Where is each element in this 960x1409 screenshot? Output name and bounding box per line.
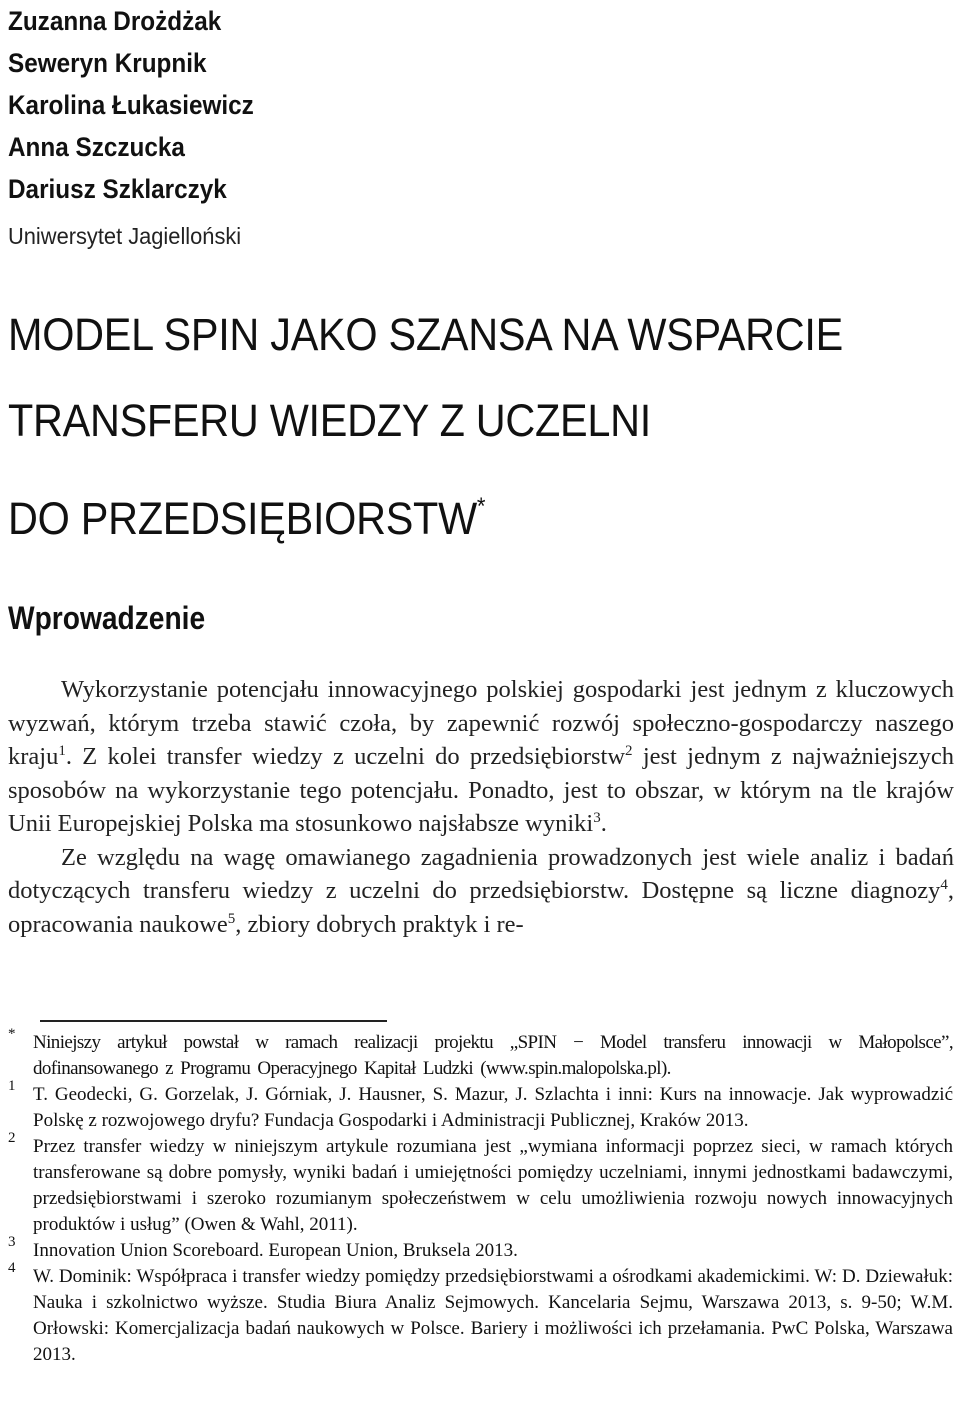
affiliation: Uniwersytet Jagielloński [8, 223, 242, 249]
paragraph-text: jest jednym z najważniejszych sposobów na wykorzystanie tego potencjału. Ponadto, jest to obszar, w którym na tle krajów Unii Europejskiej Polska ma stosunkowo najsłabsze wyniki [8, 743, 954, 837]
paragraph-text: , zbiory dobrych praktyk i re- [235, 910, 524, 938]
footnote-ref: 1 [58, 743, 66, 759]
footnote-text: T. Geodecki, G. Gorzelak, J. Górniak, J. Hausner, S. Mazur, J. Szlachta i inni: Kurs na innowacje. Jak wyprowadzić Polskę z rozwojowego dryfu? Fundacja Gospodarki i Administracji Publicznej, Kraków 2013. [33, 1084, 953, 1131]
footnote [0, 1234, 960, 1264]
title-line [8, 464, 843, 550]
paragraph-text: . Z kolei transfer wiedzy z uczelni do przedsiębiorstw [65, 743, 626, 770]
footnote-mark: 3 [8, 1234, 16, 1250]
footnote-separator [40, 1020, 387, 1022]
footnote-text: Niniejszy artykuł powstał w ramach realizacji projektu „SPIN − Model transferu innowacji w Małopolsce”, dofinansowanego z Programu Operacyjnego Kapitał Ludzki (www.spin.malopolska.pl). [33, 1032, 953, 1079]
paragraph [8, 673, 954, 841]
paper-title [8, 292, 916, 550]
paragraph-text: , opracowania naukowe [8, 877, 954, 938]
footnote-text: Innovation Union Scoreboard. European Union, Bruksela 2013. [33, 1240, 518, 1261]
footnote [0, 1078, 960, 1134]
title-line: MODEL SPIN JAKO SZANSA NA WSPARCIE [8, 309, 843, 360]
paragraph-text: Ze względu na wagę omawianego zagadnienia prowadzonych jest wiele analiz i badań dotyczących transferu wiedzy z uczelni do przedsiębiorstw. Dostępne są liczne diagnozy [8, 843, 954, 904]
footnote [0, 1026, 960, 1082]
paragraph-text: . [600, 810, 607, 837]
footnote-ref: 2 [625, 743, 633, 759]
author-name: Karolina Łukasiewicz [8, 90, 254, 120]
footnote-text: W. Dominik: Współpraca i transfer wiedzy pomiędzy przedsiębiorstwami a ośrodkami akademickimi. W: D. Dziewałuk: Nauka i szkolnictwo wyższe. Studia Biura Analiz Sejmowych. Kancelaria Sejmu, Warszawa 2013, s. 9-50; W.M. Orłowski: Komercjalizacja badań naukowych w Polsce. Bariery i możliwości ich przełamania. PwC Polska, Warszawa 2013. [33, 1266, 953, 1365]
footnote-ref: 4 [940, 877, 948, 893]
author-name: Dariusz Szklarczyk [8, 174, 227, 204]
author-name: Zuzanna Drożdżak [8, 6, 222, 36]
footnote-mark: * [8, 1026, 16, 1042]
section-heading: Wprowadzenie [8, 600, 206, 636]
footnote-mark: 4 [8, 1260, 16, 1276]
title-line: TRANSFERU WIEDZY Z UCZELNI [8, 395, 652, 446]
footnote-mark: 1 [8, 1078, 16, 1094]
footnote [0, 1260, 960, 1368]
author-list [8, 0, 281, 210]
paragraph-text: Wykorzystanie potencjału innowacyjnego polskiej gospodarki jest jednym z kluczowych wyzwań, którym trzeba stawić czoła, by zapewnić rozwój społeczno-gospodarczy naszego kraju [8, 676, 954, 770]
footnote-text: Przez transfer wiedzy w niniejszym artykule rozumiana jest „wymiana informacji poprzez sieci, w ramach których transferowane są dobre pomysły, wyniki badań i umiejętności pomiędzy uczelniami, innymi jednostkami badawczymi, przedsiębiorstwami i szeroko rozumianym społeczeństwem w celu umożliwienia rozwoju nowych innowacyjnych produktów i usług” (Owen & Wahl, 2011). [33, 1136, 953, 1235]
footnote [0, 1130, 960, 1238]
author-name: Seweryn Krupnik [8, 48, 207, 78]
author-name: Anna Szczucka [8, 132, 185, 162]
footnote-ref: 3 [593, 810, 601, 826]
title-line-text: DO PRZEDSIĘBIORSTW [8, 493, 477, 544]
footnote-mark: 2 [8, 1130, 16, 1146]
body-text [8, 673, 954, 941]
title-footnote-mark: * [476, 493, 486, 520]
footnote-ref: 5 [227, 910, 236, 927]
footnotes [0, 1026, 960, 1368]
paragraph [8, 841, 954, 942]
